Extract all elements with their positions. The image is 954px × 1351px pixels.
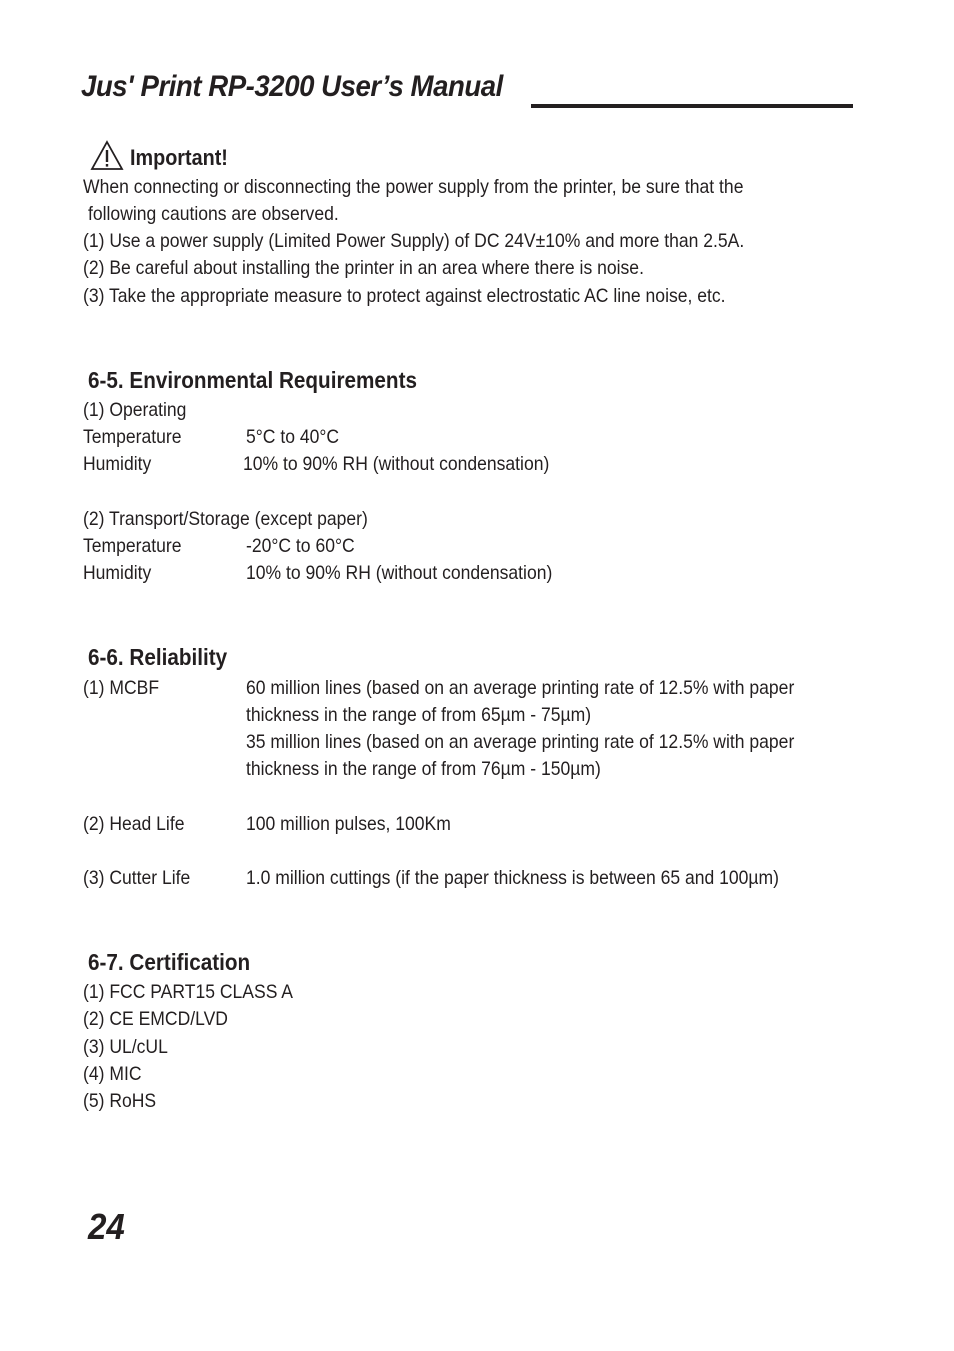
mcbf-line: thickness in the range of from 65µm - 75µm) xyxy=(246,704,592,726)
important-title: Important! xyxy=(130,145,228,170)
mcbf-line: 60 million lines (based on an average printing rate of 12.5% with paper xyxy=(246,677,795,699)
operating-temperature-label: Temperature xyxy=(83,426,182,448)
storage-temperature-label: Temperature xyxy=(83,535,182,557)
certification-item: (1) FCC PART15 CLASS A xyxy=(83,981,294,1003)
cutter-life-label: (3) Cutter Life xyxy=(83,867,191,889)
storage-temperature-value: -20°C to 60°C xyxy=(246,535,355,557)
mcbf-line: 35 million lines (based on an average printing rate of 12.5% with paper xyxy=(246,731,795,753)
certification-item: (5) RoHS xyxy=(83,1090,157,1112)
important-line: When connecting or disconnecting the power supply from the printer, be sure that the xyxy=(83,176,744,198)
storage-heading: (2) Transport/Storage (except paper) xyxy=(83,508,368,530)
warning-triangle-icon xyxy=(90,140,124,171)
section-title-reliability: 6-6. Reliability xyxy=(88,644,228,670)
storage-humidity-label: Humidity xyxy=(83,562,152,584)
header-rule xyxy=(531,104,853,108)
certification-item: (3) UL/cUL xyxy=(83,1036,168,1058)
section-title-environmental: 6-5. Environmental Requirements xyxy=(88,367,417,393)
section-title-certification: 6-7. Certification xyxy=(88,949,251,975)
head-life-value: 100 million pulses, 100Km xyxy=(246,813,451,835)
important-line: (2) Be careful about installing the printer in an area where there is noise. xyxy=(83,257,644,279)
cutter-life-value: 1.0 million cuttings (if the paper thickness is between 65 and 100µm) xyxy=(246,867,779,889)
important-line: (1) Use a power supply (Limited Power Supply) of DC 24V±10% and more than 2.5A. xyxy=(83,230,745,252)
certification-item: (4) MIC xyxy=(83,1063,142,1085)
important-line: following cautions are observed. xyxy=(88,203,339,225)
operating-humidity-label: Humidity xyxy=(83,453,152,475)
page-number: 24 xyxy=(88,1206,125,1247)
operating-humidity-value: 10% to 90% RH (without condensation) xyxy=(243,453,550,475)
manual-title: Jus' Print RP-3200 User’s Manual xyxy=(81,70,503,103)
head-life-label: (2) Head Life xyxy=(83,813,185,835)
page-header xyxy=(81,70,853,112)
mcbf-label: (1) MCBF xyxy=(83,677,160,699)
mcbf-line: thickness in the range of from 76µm - 150µm) xyxy=(246,758,601,780)
operating-heading: (1) Operating xyxy=(83,399,187,421)
important-line: (3) Take the appropriate measure to protect against electrostatic AC line noise, etc. xyxy=(83,285,726,307)
certification-item: (2) CE EMCD/LVD xyxy=(83,1008,228,1030)
operating-temperature-value: 5°C to 40°C xyxy=(246,426,340,448)
storage-humidity-value: 10% to 90% RH (without condensation) xyxy=(246,562,553,584)
